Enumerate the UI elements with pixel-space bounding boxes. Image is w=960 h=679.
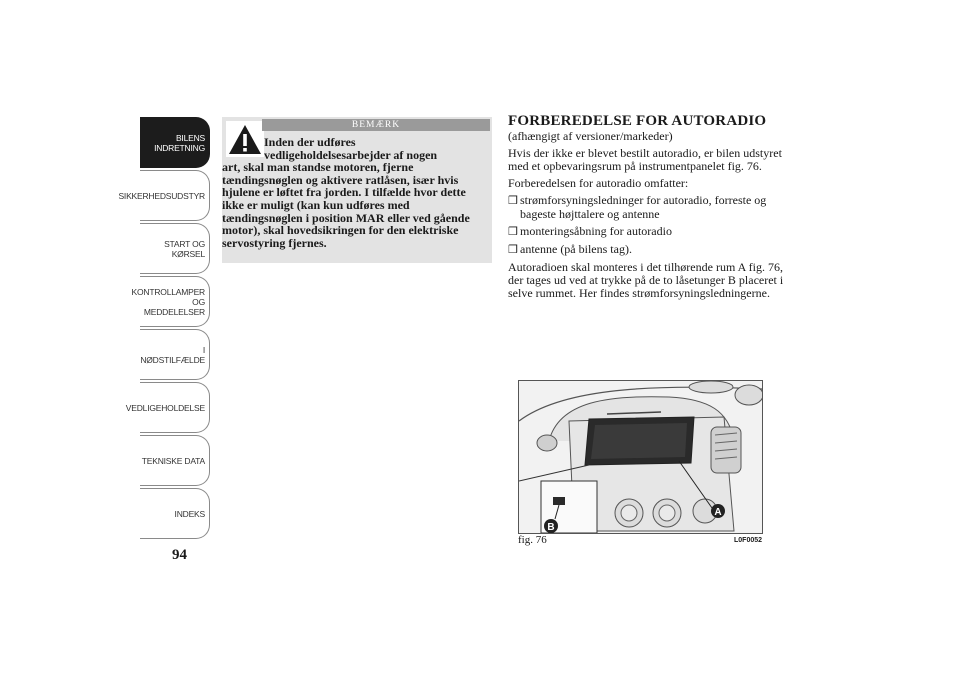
label-a: A [714, 507, 722, 518]
section-subtitle: (afhængigt af versioner/markeder) [508, 129, 673, 143]
tab-label: SIKKERHEDSUDSTYR [118, 190, 205, 201]
dashboard-illustration [518, 380, 763, 534]
tab-label: KONTROLLAMPER OG MEDDELELSER [131, 286, 205, 317]
warning-line2: vedligeholdelsesarbejder af nogen [264, 147, 438, 162]
list-item-text: strømforsyningsledninger for autoradio, forreste og bageste højttalere og antenne [520, 193, 767, 221]
paragraph: Forberedelsen for autoradio omfatter: [508, 176, 689, 190]
tab-label: TEKNISKE DATA [141, 455, 205, 466]
dashboard-drawing [519, 381, 762, 533]
warning-box [222, 117, 492, 263]
section-title: FORBEREDELSE FOR AUTORADIO [508, 113, 767, 129]
list-item [508, 225, 790, 239]
warning-header: BEMÆRK [262, 119, 490, 131]
tab-kontrollamper[interactable] [131, 276, 210, 327]
warning-body: art, skal man standse motoren, fjerne tændingsnøglen og aktivere ratlåsen, især hvis hjulene er løftet fra jorden. I tilfælde hvor dette ikke er muligt (kan kun udføres med tændingsnøglen i position MAR eller ved gående motor), skal hovedsikringen for den elektriske servostyring fjernes. [222, 160, 470, 250]
tab-label: I NØDSTILFÆLDE [140, 344, 205, 365]
chapter-tabs [118, 117, 210, 541]
checkbox-bullet-icon: ❒ [508, 195, 518, 207]
checkbox-bullet-icon: ❒ [508, 226, 518, 238]
tab-label: START OG KØRSEL [164, 238, 205, 259]
tab-tekniske-data[interactable] [140, 435, 210, 486]
list-item-text: monteringsåbning for autoradio [520, 224, 672, 238]
list-item [508, 194, 790, 221]
tab-label: INDEKS [174, 508, 205, 519]
section-content [508, 113, 790, 304]
tab-label: BILENS INDRETNING [154, 132, 205, 153]
checkbox-bullet-icon: ❒ [508, 244, 518, 256]
tab-i-nodstilfaelde[interactable] [140, 329, 210, 380]
list-item [508, 243, 790, 257]
tab-vedligeholdelse[interactable] [125, 382, 210, 433]
warning-text [222, 136, 488, 249]
paragraph: Hvis der ikke er blevet bestilt autoradio, er bilen udstyret med et opbevaringsrum på instrumentpanelet fig. 76. [508, 146, 782, 173]
list-item-text: antenne (på bilens tag). [520, 242, 632, 256]
paragraph: Autoradioen skal monteres i det tilhørende rum A fig. 76, der tages ud ved at trykke på de to låsetunger B placeret i selve rummet. Her findes strømforsyningsledningerne. [508, 260, 784, 300]
tab-indeks[interactable] [140, 488, 210, 539]
tab-label: VEDLIGEHOLDELSE [125, 402, 205, 413]
tab-sikkerhedsudstyr[interactable] [118, 170, 210, 221]
label-b: B [547, 522, 555, 533]
warning-line1: Inden der udføres [264, 135, 356, 149]
tab-start-og-korsel[interactable] [140, 223, 210, 274]
tab-bilens-indretning[interactable] [140, 117, 210, 168]
figure-code: L0F0052 [734, 537, 763, 544]
page-number: 94 [172, 547, 187, 563]
figure-caption: fig. 76 [518, 534, 547, 546]
